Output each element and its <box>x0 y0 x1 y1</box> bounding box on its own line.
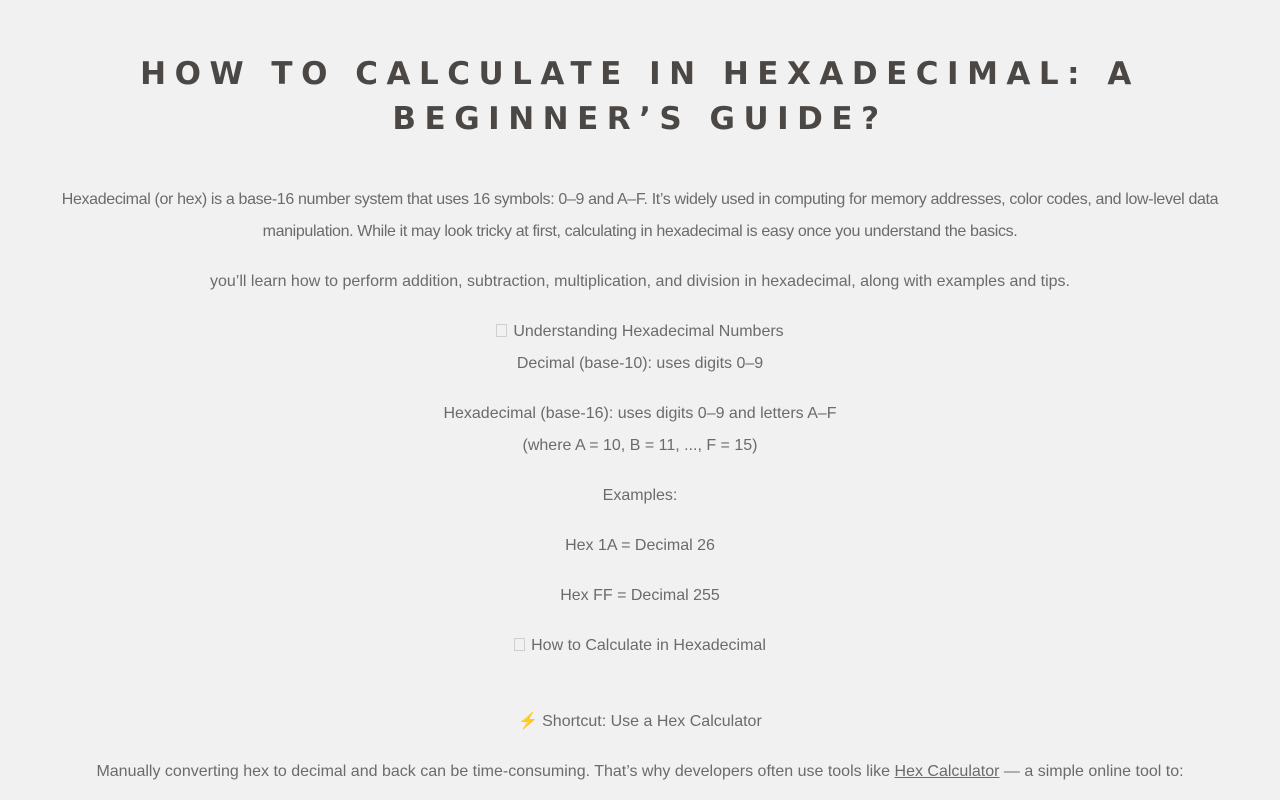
lightning-icon: ⚡ <box>518 713 539 730</box>
manual-text-after: — a simple online tool to: <box>999 763 1184 780</box>
spacer <box>52 680 1228 706</box>
calculate-section <box>52 630 1228 662</box>
missing-glyph-icon <box>496 324 507 337</box>
intro-paragraph: Hexadecimal (or hex) is a base-16 number system that uses 16 symbols: 0–9 and A–F. It’s widely used in computing for memory addresses, color codes, and low-level data manipulation. While it may look tricky at first, calculating in hexadecimal is easy once you understand the basics. <box>61 191 1219 240</box>
example-item: Hex 1A = Decimal 26 <box>565 537 715 554</box>
missing-glyph-icon <box>514 638 525 651</box>
page-title: HOW TO CALCULATE IN HEXADECIMAL: A BEGINNER’S GUIDE? <box>140 56 1140 137</box>
decimal-line: Decimal (base-10): uses digits 0–9 <box>516 355 764 372</box>
understanding-heading: Understanding Hexadecimal Numbers <box>513 323 784 340</box>
calculate-heading: How to Calculate in Hexadecimal <box>531 637 766 654</box>
shortcut-line <box>52 706 1228 738</box>
understanding-section <box>52 316 1228 380</box>
manual-text-before: Manually converting hex to decimal and back can be time-consuming. That’s why developers often use tools like <box>96 763 895 780</box>
manual-paragraph <box>52 756 1228 788</box>
hex-note: (where A = 10, B = 11, ..., F = 15) <box>522 437 758 454</box>
hex-calculator-link[interactable]: Hex Calculator <box>894 763 1000 780</box>
example-item: Hex FF = Decimal 255 <box>560 587 720 604</box>
hex-line: Hexadecimal (base-16): uses digits 0–9 and letters A–F <box>443 405 837 422</box>
shortcut-text: Shortcut: Use a Hex Calculator <box>542 713 762 730</box>
learn-paragraph: you’ll learn how to perform addition, subtraction, multiplication, and division in hexadecimal, along with examples and tips. <box>209 273 1070 290</box>
examples-label: Examples: <box>602 487 678 504</box>
hex-definition <box>52 398 1228 462</box>
article-content <box>52 184 1228 800</box>
